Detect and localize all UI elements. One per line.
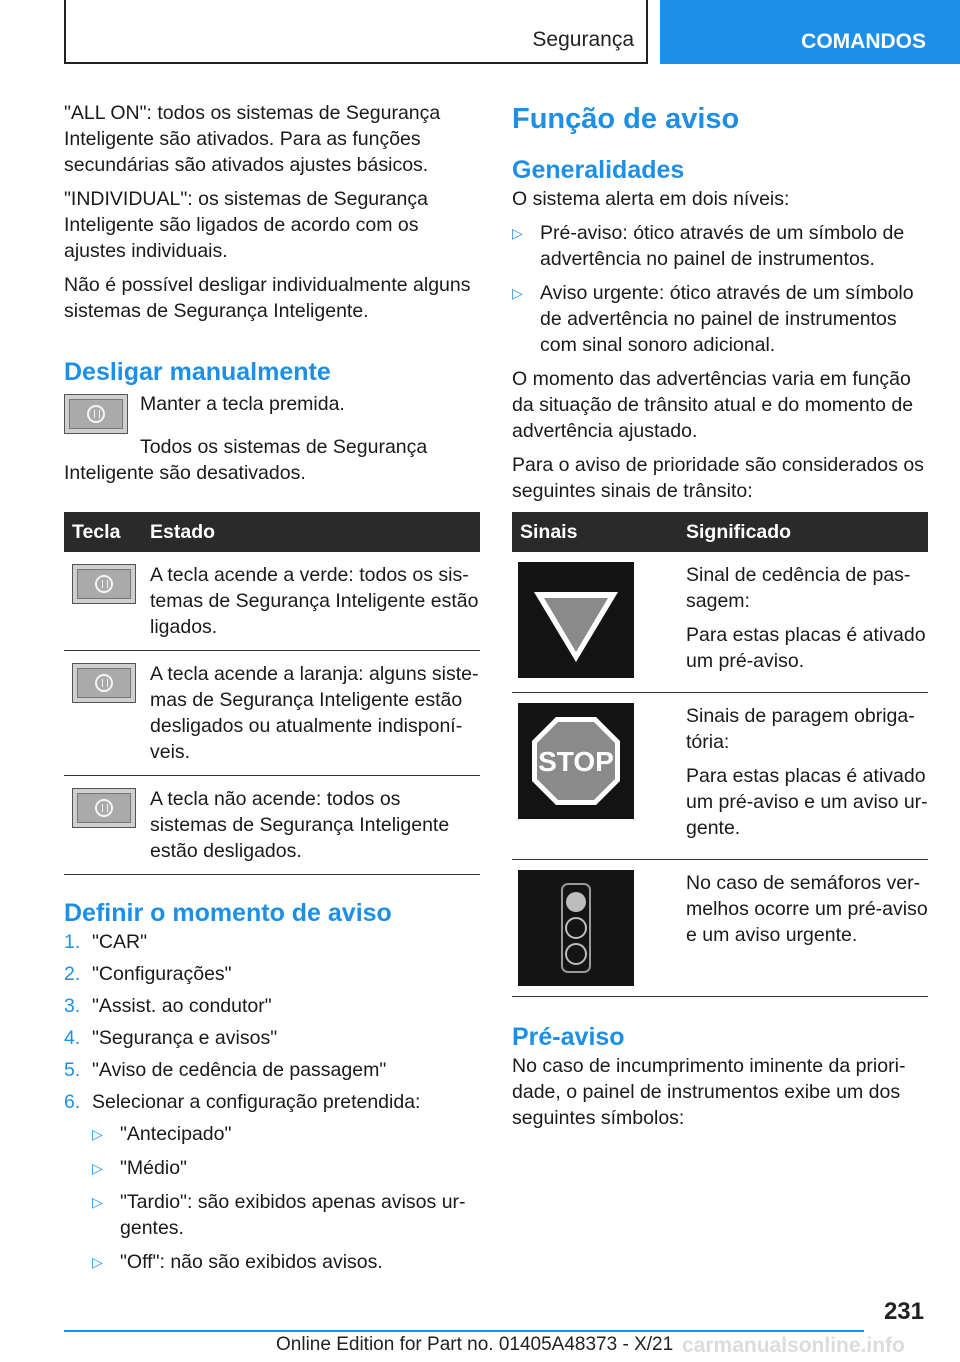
general-heading: Generalidades [512, 156, 685, 184]
right-column [512, 100, 928, 1139]
triangle-bullet-icon: ▷ [92, 1254, 103, 1270]
watermark: carmanualsonline.info [682, 1334, 905, 1357]
table-row [64, 776, 480, 875]
stop-sign-icon [518, 703, 634, 819]
prewarn-text: No caso de incumprimento iminente da prioridade, o painel de instrumentos exibe um dos seguintes símbolos: [512, 1055, 906, 1129]
list-item: ▷ Pré-aviso: ótico através de um símbolo de advertência no painel de instrumentos. [512, 222, 905, 270]
col-signs: Sinais [512, 512, 678, 552]
general-text: O sistema alerta em dois níveis: [512, 188, 790, 210]
triangle-bullet-icon: ▷ [92, 1160, 103, 1176]
safety-key-off-icon [72, 788, 136, 828]
page-number: 231 [883, 1298, 924, 1325]
timing-heading: Definir o momento de aviso [64, 899, 392, 927]
chapter-label: COMANDOS [801, 30, 926, 53]
stop-sign-label: STOP [538, 746, 614, 777]
key-state-table [64, 512, 480, 875]
edition-text: Online Edition for Part no. 01405A48373 - X/21 [276, 1334, 674, 1355]
safety-key-green-icon [72, 564, 136, 604]
list-item: 1. "CAR" [64, 931, 148, 953]
stop-note: Para estas placas é ativado um pré-aviso e um aviso urgente. [686, 765, 928, 839]
list-item: ▷ "Off": não são exibidos avisos. [92, 1251, 383, 1273]
stop-meaning: Sinais de paragem obrigatória: [686, 705, 915, 753]
safety-key-orange-icon [72, 663, 136, 703]
col-state: Estado [142, 512, 480, 552]
manual-text2: Todos os sistemas de Segurança Inteligente são desativados. [64, 436, 428, 484]
triangle-bullet-icon: ▷ [512, 225, 523, 241]
list-item: ▷ Aviso urgente: ótico através de um símbolo de advertência no painel de instrumentos com sinal sonoro adicional. [512, 282, 914, 356]
steps-list [64, 929, 480, 1115]
table-row [64, 552, 480, 651]
header-bar [64, 0, 648, 64]
list-item: 5. "Aviso de cedência de passagem" [64, 1059, 387, 1081]
priority-text: Para o aviso de prioridade são considerados os seguintes sinais de trânsito: [512, 454, 924, 502]
list-item: ▷ "Médio" [92, 1157, 187, 1179]
table-row [512, 860, 928, 997]
manual-block [64, 394, 480, 434]
chapter-tab [660, 0, 960, 64]
intro-note: Não é possível desligar individualmente alguns sistemas de Segurança Inteligente. [64, 274, 471, 322]
triangle-bullet-icon: ▷ [92, 1126, 103, 1142]
list-item: 3. "Assist. ao condutor" [64, 995, 272, 1017]
list-item: 6. Selecionar a configuração pretendida: [64, 1091, 421, 1113]
prewarn-heading: Pré-aviso [512, 1023, 625, 1051]
list-item: ▷ "Antecipado" [92, 1123, 232, 1145]
left-column [64, 100, 480, 1283]
footer-divider [64, 1330, 864, 1332]
state-orange: A tecla acende a laranja: alguns sistemas de Segurança Inteligente estão desligados ou atualmente indisponíveis. [142, 651, 480, 776]
traffic-light-icon [518, 870, 634, 986]
section-title: Segurança [532, 28, 634, 51]
intro-all-on: "ALL ON": todos os sistemas de Segurança Inteligente são ativados. Para as funções secundárias são ativados ajustes básicos. [64, 102, 441, 176]
intro-individual: "INDIVIDUAL": os sistemas de Segurança Inteligente são ligados de acordo com os ajustes individuais. [64, 188, 428, 262]
light-meaning: No caso de semáforos vermelhos ocorre um pré-aviso e um aviso urgente. [686, 872, 928, 946]
manual-text1: Manter a tecla premida. [140, 393, 345, 415]
triangle-bullet-icon: ▷ [512, 285, 523, 301]
list-item: 4. "Segurança e avisos" [64, 1027, 278, 1049]
list-item: ▷ "Tardio": são exibidos apenas avisos urgentes. [92, 1191, 466, 1239]
yield-note: Para estas placas é ativado um pré-aviso. [686, 624, 926, 672]
table-row [512, 693, 928, 860]
state-off: A tecla não acende: todos os sistemas de Segurança Inteligente estão desligados. [142, 776, 480, 875]
triangle-bullet-icon: ▷ [92, 1194, 103, 1210]
signs-table [512, 512, 928, 997]
yield-meaning: Sinal de cedência de passagem: [686, 564, 911, 612]
options-list [92, 1121, 480, 1275]
manual-heading: Desligar manualmente [64, 358, 331, 386]
yield-sign-icon [518, 562, 634, 678]
state-green: A tecla acende a verde: todos os sistemas de Segurança Inteligente estão ligados. [142, 552, 480, 651]
safety-key-icon [64, 394, 128, 434]
table-row [512, 552, 928, 693]
col-meaning: Significado [678, 512, 928, 552]
table-row [64, 651, 480, 776]
list-item: 2. "Configurações" [64, 963, 232, 985]
col-key: Tecla [64, 512, 142, 552]
moment-text: O momento das advertências varia em função da situação de trânsito atual e do momento de advertência ajustado. [512, 368, 914, 442]
warning-title: Função de aviso [512, 103, 740, 135]
